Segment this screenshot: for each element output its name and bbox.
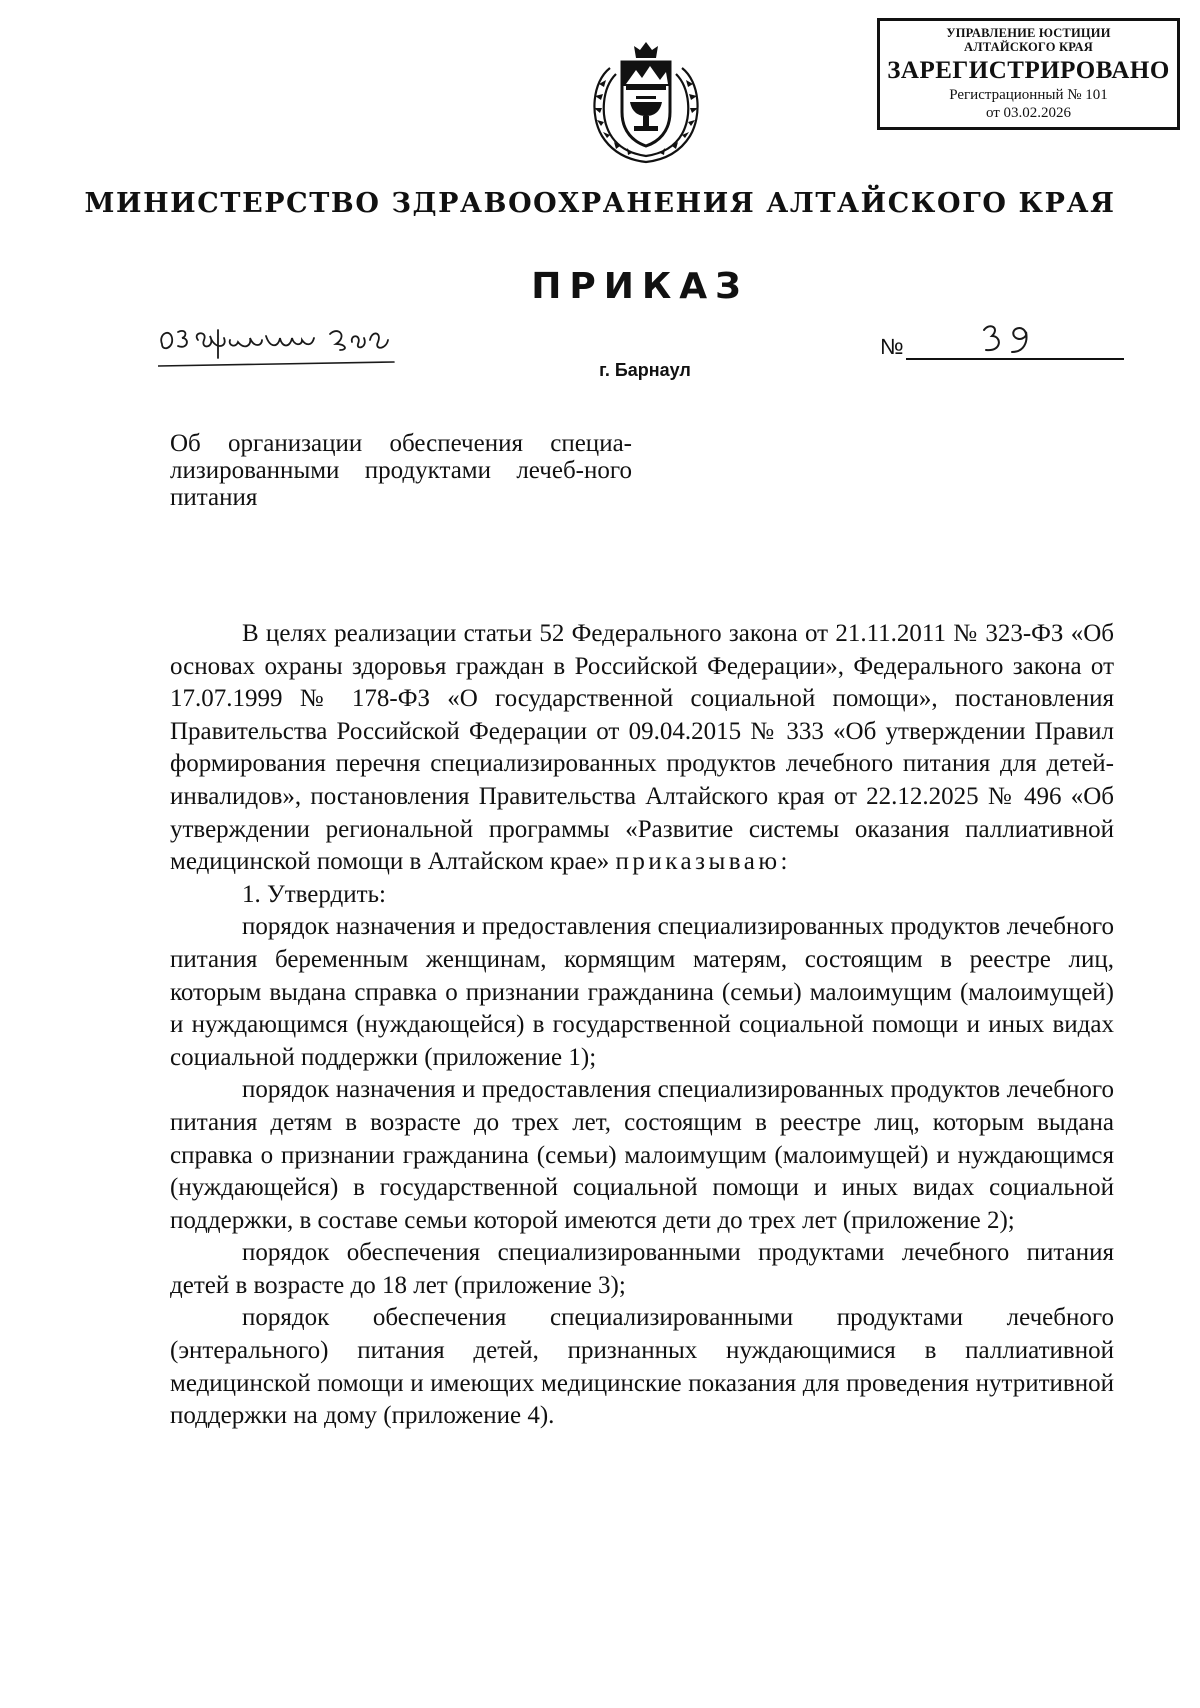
coat-of-arms-icon [570, 40, 722, 168]
ministry-name: МИНИСТЕРСТВО ЗДРАВООХРАНЕНИЯ АЛТАЙСКОГО КРАЯ [84, 188, 1116, 219]
stamp-reg-number: Регистрационный № 101 [949, 87, 1108, 103]
paragraph-appendix-2: порядок назначения и предоставления специализированных продуктов лечебного питания детям в возрасте до трех лет, состоящим в реестре лиц, которым выдана справка о признании гражданина (семьи) малоимущим (малоимущей) и нуждающимся (нуждающейся) в государственной социальной помощи и иных видах социальной поддержки, в составе семьи которой имеются дети до трех лет (приложение 2); [170, 1076, 1114, 1234]
preamble-text: В целях реализации статьи 52 Федерального закона от 21.11.2011 № 323-ФЗ «Об основах охраны здоровья граждан в Российской Федерации», Федерального закона от 17.07.1999 № 178-ФЗ «О государственной социальной помощи», постановления Правительства Российской Федерации от 09.04.2015 № 333 «Об утверждении Правил формирования перечня специализированных продуктов лечебного питания для детей-инвалидов», постановления Правительства Алтайского края от 22.12.2025 № 496 «Об утверждении региональной программы «Развитие системы оказания паллиативной медицинской помощи в Алтайском крае» [170, 620, 1114, 876]
stamp-reg-date: от 03.02.2026 [985, 105, 1072, 121]
paragraph-appendix-3: порядок обеспечения специализированными продуктами лечебного питания детей в возрасте до 18 лет (приложение 3); [170, 1239, 1114, 1299]
item-1: 1. Утвердить: [242, 880, 386, 908]
stamp-org-line2: АЛТАЙСКОГО КРАЯ [964, 40, 1093, 54]
handwritten-order-number [980, 322, 1040, 361]
stamp-org-line1: УПРАВЛЕНИЕ ЮСТИЦИИ [946, 26, 1111, 40]
order-subject: Об организации обеспечения специа-лизированными продуктами лечеб-ного питания [170, 430, 632, 511]
registration-stamp [877, 18, 1180, 130]
city-name: г. Барнаул [599, 360, 691, 380]
paragraph-appendix-1: порядок назначения и предоставления специализированных продуктов лечебного питания беременным женщинам, кормящим матерям, состоящим в реестре лиц, которым выдана справка о признании гражданина (семьи) малоимущим (малоимущей) и нуждающимся (нуждающейся) в государственной социальной помощи и иных видах социальной поддержки (приложение 1); [170, 913, 1114, 1071]
paragraph-appendix-4: порядок обеспечения специализированными продуктами лечебного (энтерального) питания детей, признанных нуждающимися в паллиативной медицинской помощи и имеющих медицинские показания для проведения нутритивной поддержки на дому (приложение 4). [170, 1304, 1114, 1430]
document-type-title: ПРИКАЗ [531, 266, 749, 307]
order-number-label: № [880, 334, 904, 359]
order-word: приказываю: [615, 848, 791, 876]
order-body [170, 618, 1114, 1433]
preamble-paragraph [170, 618, 1114, 879]
stamp-status: ЗАРЕГИСТРИРОВАНО [887, 57, 1170, 84]
